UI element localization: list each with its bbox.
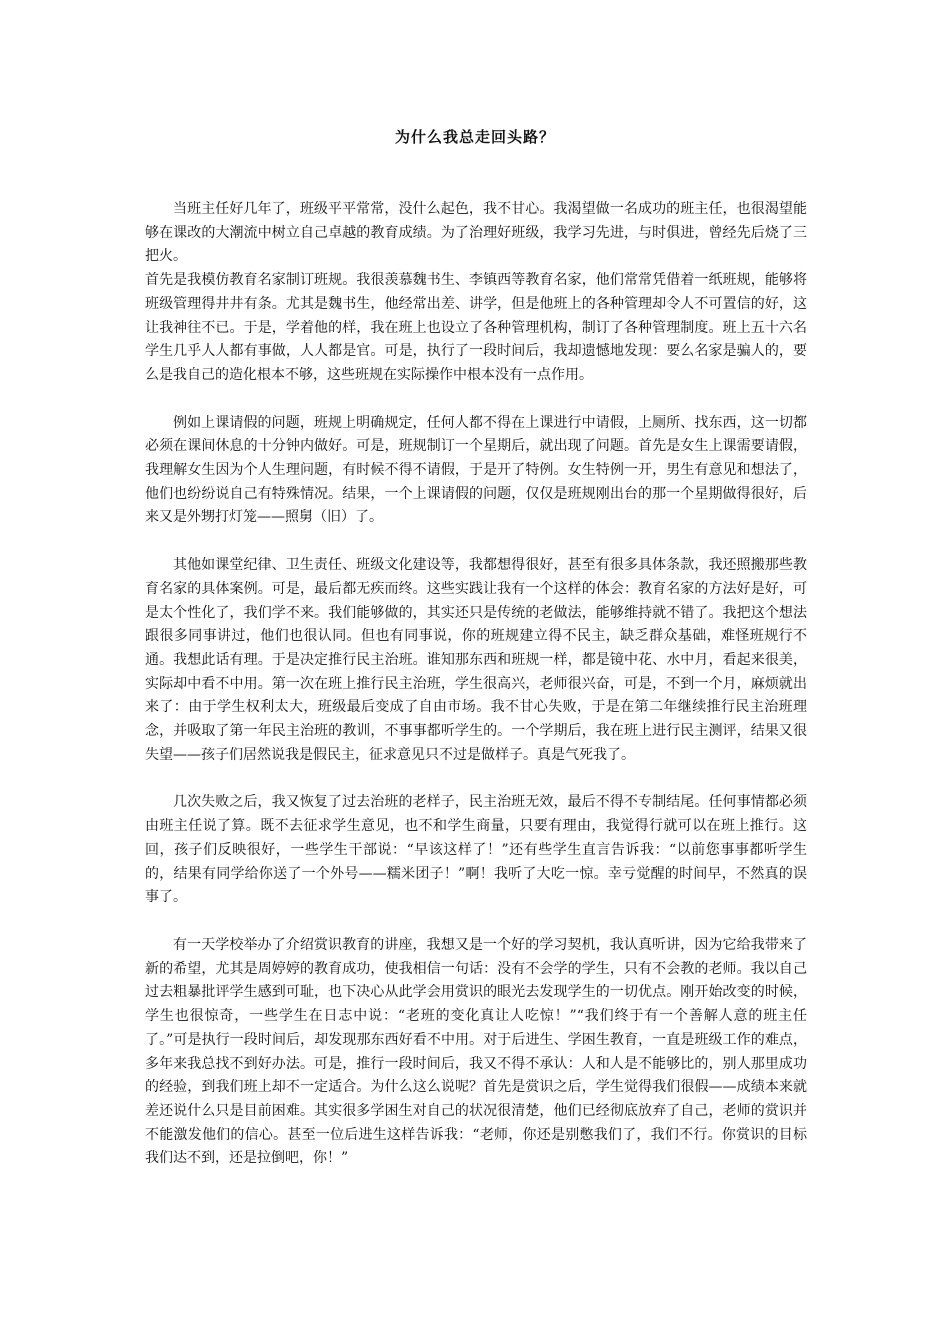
paragraph-spacer (145, 767, 807, 791)
paragraph-spacer (145, 530, 807, 554)
paragraph-spacer (145, 388, 807, 412)
paragraph-intro: 当班主任好几年了，班级平平常常，没什么起色，我不甘心。我渴望做一名成功的班主任，也很渴望能够在课改的大潮流中树立自己卓越的教育成绩。为了治理好班级，我学习先进，与时俱进，曾经先后烧了三把火。 (145, 201, 807, 265)
paragraph-appreciation: 有一天学校举办了介绍赏识教育的讲座，我想又是一个好的学习契机，我认真听讲，因为它给我带来了新的希望，尤其是周婷婷的教育成功，使我相信一句话：没有不会学的学生，只有不会教的老师。我以自己过去粗暴批评学生感到可耻，也下决心从此学会用赏识的眼光去发现学生的一切优点。刚开始改变的时候，学生也很惊奇，一些学生在日志中说：“老班的变化真让人吃惊！”“我们终于有一个善解人意的班主任了。”可是执行一段时间后，却发现那东西好看不中用。对于后进生、学困生教育，一直是班级工作的难点，多年来我总找不到好办法。可是，推行一段时间后，我又不得不承认：人和人是不能够比的，别人那里成功的经验，到我们班上却不一定适合。为什么这么说呢？首先是赏识之后，学生觉得我们很假——成绩本来就差还说什么只是目前困难。其实很多学困生对自己的状况很清楚，他们已经彻底放弃了自己，老师的赏识并不能激发他们的信心。甚至一位后进生这样告诉我：“老师，你还是别憋我们了，我们不行。你赏识的目标我们达不到，还是拉倒吧，你！” (145, 936, 807, 1167)
paragraph-democracy: 其他如课堂纪律、卫生责任、班级文化建设等，我都想得很好，甚至有很多具体条款，我还照搬那些教育名家的具体案例。可是，最后都无疾而终。这些实践让我有一个这样的体会：教育名家的方法好是好，可是太个性化了，我们学不来。我们能够做的，其实还只是传统的老做法，能够维持就不错了。我把这个想法跟很多同事讲过，他们也很认同。但也有同事说，你的班规建立得不民主，缺乏群众基础，难怪班规行不通。我想此话有理。于是决定推行民主治班。谁知那东西和班规一样，都是镜中花、水中月，看起来很美，实际却中看不中用。第一次在班上推行民主治班，学生很高兴，老师很兴奋，可是，不到一个月，麻烦就出来了：由于学生权利太大，班级最后变成了自由市场。我不甘心失败，于是在第二年继续推行民主治班理念，并吸取了第一年民主治班的教训，不事事都听学生的。一个学期后，我在班上进行民主测评，结果又很失望——孩子们居然说我是假民主，征求意见只不过是做样子。真是气死我了。 (145, 557, 807, 763)
paragraph-spacer (145, 910, 807, 934)
paragraph-autocracy: 几次失败之后，我又恢复了过去治班的老样子，民主治班无效，最后不得不专制结尾。任何事情都必须由班主任说了算。既不去征求学生意见，也不和学生商量，只要有理由，我觉得行就可以在班上推行。这回，孩子们反映很好，一些学生干部说：“早该这样了！”还有些学生直言告诉我：“以前您事事都听学生的，结果有同学给你送了一个外号——糯米团子！”啊！我听了大吃一惊。幸亏觉醒的时间早，不然真的误事了。 (145, 794, 807, 906)
paragraph-class-rules: 首先是我模仿教育名家制订班规。我很羡慕魏书生、李镇西等教育名家，他们常常凭借着一纸班规，能够将班级管理得井井有条。尤其是魏书生，他经常出差、讲学，但是他班上的各种管理却令人不可置信的好，这让我神往不已。于是，学着他的样，我在班上也设立了各种管理机构，制订了各种管理制度。班上五十六名学生几乎人人都有事做，人人都是官。可是，执行了一段时间后，我却遗憾地发现：要么名家是骗人的，要么是我自己的造化根本不够，这些班规在实际操作中根本没有一点作用。 (145, 272, 807, 383)
paragraph-leave-example: 例如上课请假的问题，班规上明确规定，任何人都不得在上课进行中请假，上厕所、找东西，这一切都必须在课间休息的十分钟内做好。可是，班规制订一个星期后，就出现了问题。首先是女生上课需要请假，我理解女生因为个人生理问题，有时候不得不请假，于是开了特例。女生特例一开，男生有意见和想法了，他们也纷纷说自己有特殊情况。结果，一个上课请假的问题，仅仅是班规刚出台的那一个星期做得很好，后来又是外甥打灯笼——照舅（旧）了。 (145, 414, 807, 526)
page-title: 为什么我总走回头路？ (394, 128, 555, 146)
document-body (145, 198, 807, 1171)
